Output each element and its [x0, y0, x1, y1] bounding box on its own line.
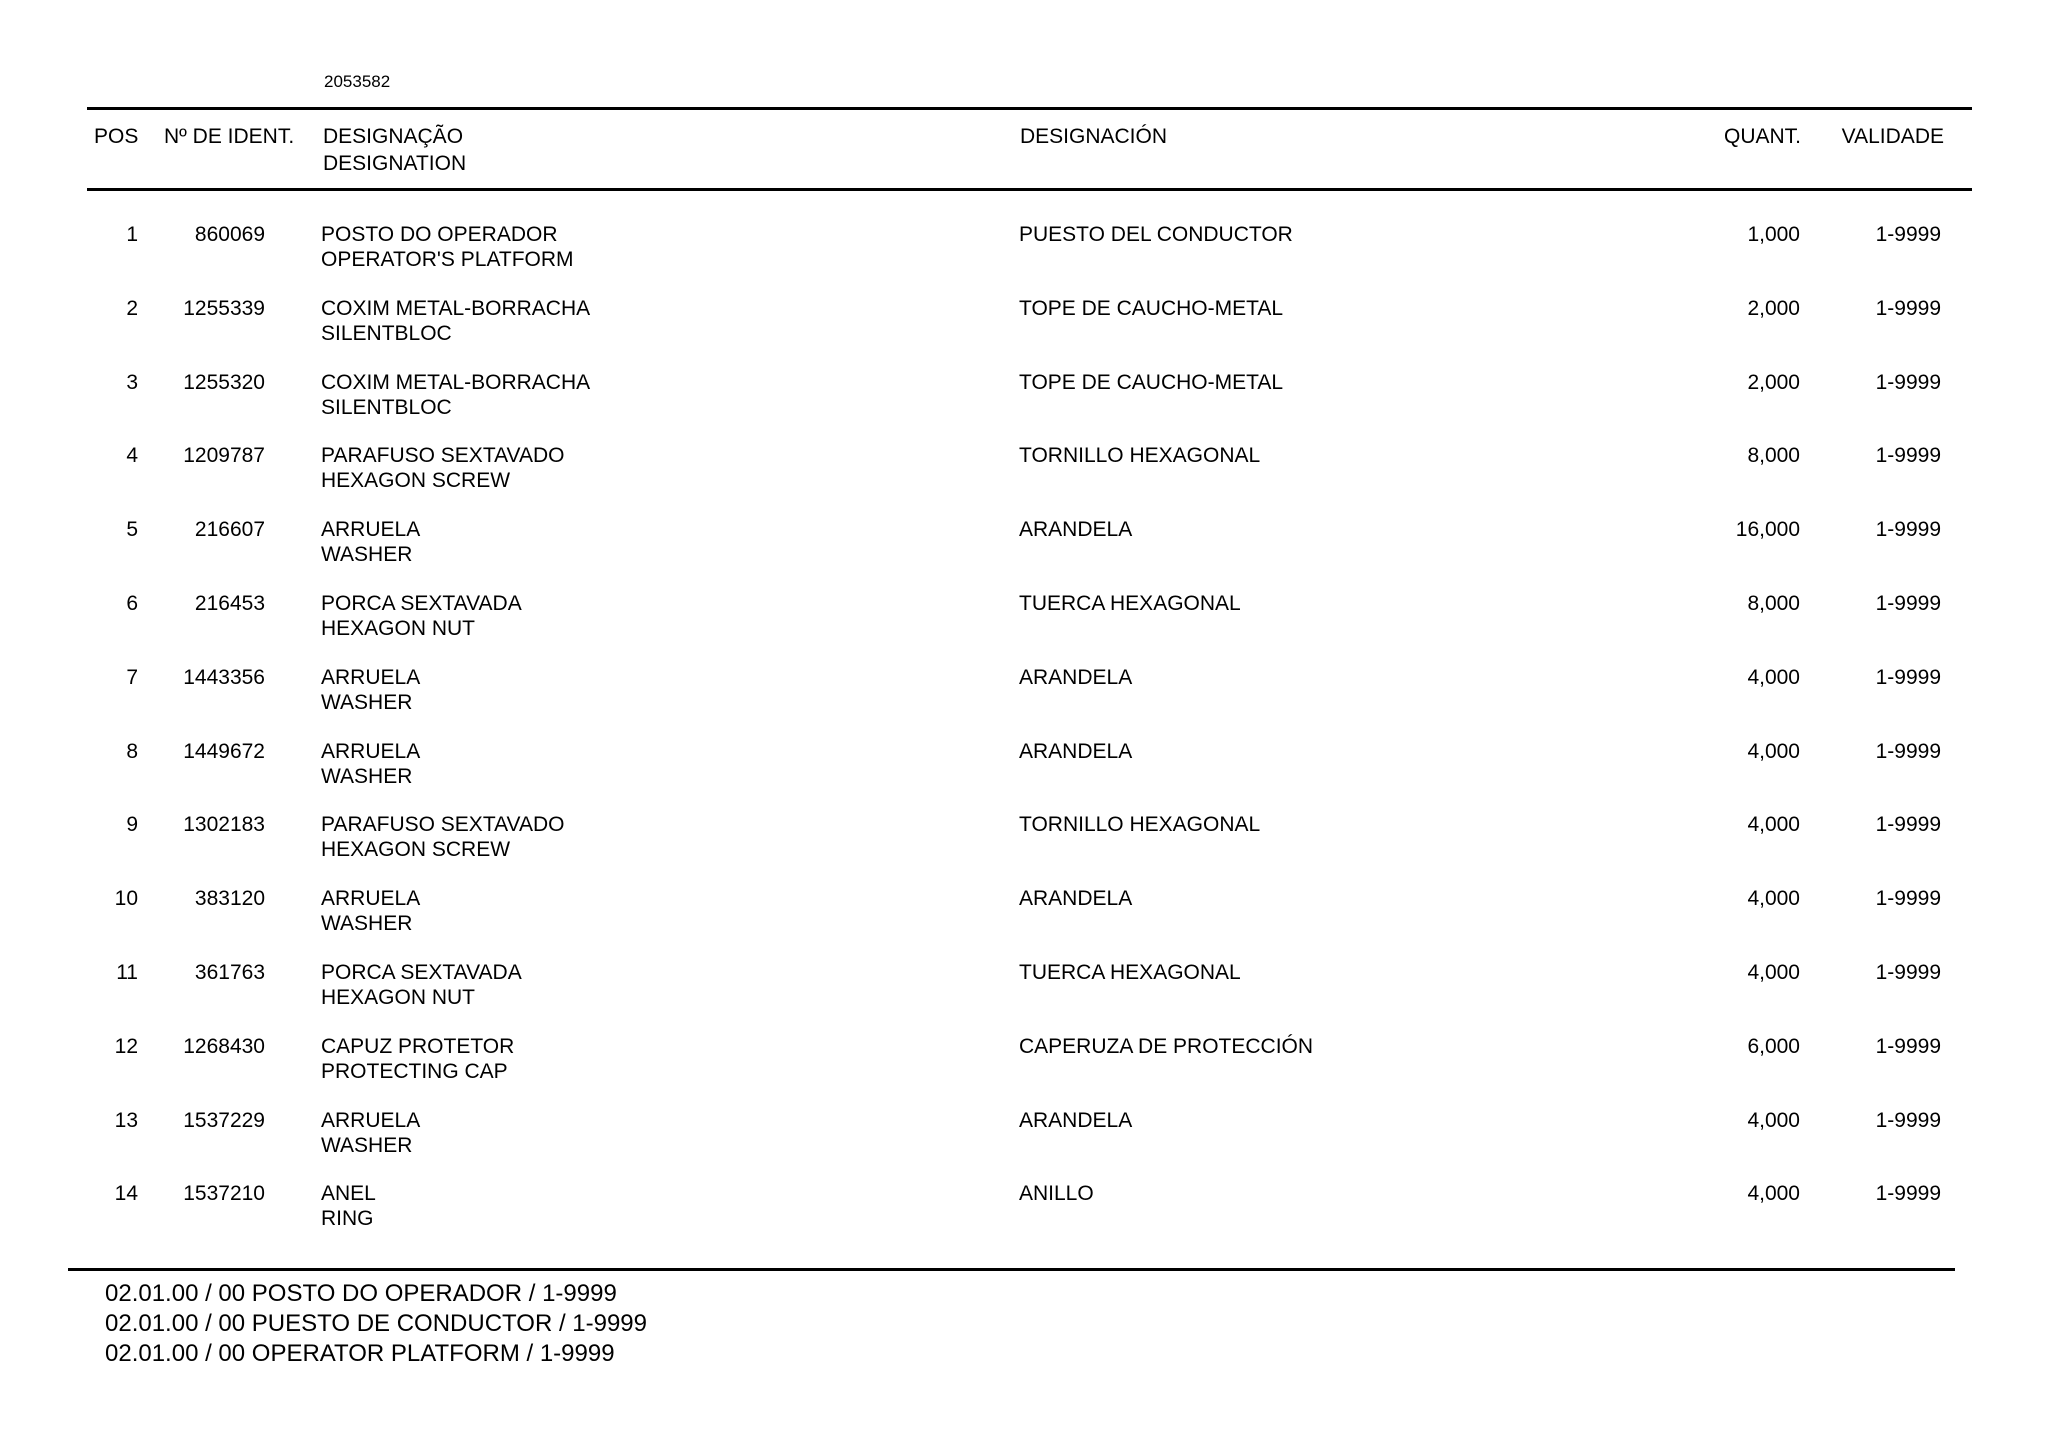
row-pos: 11: [116, 960, 138, 984]
header-divider: [87, 188, 1972, 191]
row-ident-number: 383120: [194, 887, 265, 911]
row-designation-pt: ANEL: [321, 1182, 376, 1206]
row-quantity: 4,000: [1747, 665, 1800, 689]
row-designacion: ANILLO: [1019, 1182, 1094, 1206]
row-ident-number: 216607: [194, 518, 265, 542]
table-row: [0, 665, 2048, 739]
row-designation: [321, 739, 420, 789]
row-ident-number: 1255339: [183, 296, 265, 320]
row-designation: [321, 591, 522, 641]
row-quantity: 1,000: [1747, 223, 1800, 246]
table-row: [0, 443, 2048, 517]
row-designation: [321, 960, 522, 1010]
row-validity: 1-9999: [1875, 223, 1941, 246]
row-designacion: TUERCA HEXAGONAL: [1019, 591, 1241, 615]
row-pos: 4: [126, 444, 138, 468]
row-quantity: 8,000: [1747, 444, 1800, 468]
row-designacion: ARANDELA: [1019, 665, 1133, 689]
row-validity: 1-9999: [1875, 296, 1941, 320]
row-designation-pt: ARRUELA: [321, 887, 421, 911]
column-header-quant: QUANT.: [1723, 125, 1801, 148]
table-row: [0, 1108, 2048, 1182]
row-designation: [321, 886, 420, 936]
row-designation: [321, 665, 420, 715]
row-ident-number: 1209787: [183, 444, 265, 468]
column-header-validade: VALIDADE: [1841, 125, 1944, 148]
row-ident-number: 361763: [194, 960, 265, 984]
column-header-designation: [323, 123, 466, 177]
row-designation-en: HEXAGON NUT: [321, 985, 476, 1009]
table-row: [0, 739, 2048, 813]
row-designation-pt: PARAFUSO SEXTAVADO: [321, 444, 565, 468]
row-designation: [321, 1034, 514, 1084]
row-validity: 1-9999: [1875, 887, 1941, 911]
parts-table-body: [0, 222, 2048, 1255]
row-designation-pt: COXIM METAL-BORRACHA: [321, 296, 591, 320]
row-designation-en: WASHER: [321, 912, 413, 936]
row-designation: [321, 1108, 420, 1158]
document-number: 2053582: [324, 72, 391, 91]
row-pos: 2: [126, 296, 138, 320]
column-header-pos: POS: [94, 125, 139, 148]
row-validity: 1-9999: [1875, 591, 1941, 615]
row-quantity: 4,000: [1747, 739, 1800, 763]
assembly-reference-es: 02.01.00 / 00 PUESTO DE CONDUCTOR / 1-9999: [105, 1310, 648, 1337]
row-ident-number: 1443356: [183, 665, 265, 689]
row-designation-pt: ARRUELA: [321, 518, 421, 542]
row-designation-pt: POSTO DO OPERADOR: [321, 223, 558, 246]
bottom-divider: [68, 1268, 1955, 1271]
row-designation-pt: ARRUELA: [321, 665, 421, 689]
assembly-reference-en: 02.01.00 / 00 OPERATOR PLATFORM / 1-9999: [105, 1340, 615, 1367]
row-quantity: 4,000: [1747, 1182, 1800, 1206]
row-validity: 1-9999: [1875, 813, 1941, 837]
row-designacion: TOPE DE CAUCHO-METAL: [1019, 296, 1284, 320]
assembly-reference: [105, 1279, 647, 1369]
row-designation-en: HEXAGON SCREW: [321, 838, 511, 862]
row-quantity: 2,000: [1747, 370, 1800, 394]
row-pos: 12: [114, 1034, 138, 1058]
row-designation-en: HEXAGON SCREW: [321, 469, 511, 493]
row-pos: 8: [126, 739, 138, 763]
row-ident-number: 1537229: [183, 1108, 265, 1132]
column-header-designacao: DESIGNAÇÃO: [323, 125, 464, 148]
row-designation-en: WASHER: [321, 690, 413, 714]
row-designacion: ARANDELA: [1019, 518, 1133, 542]
row-designation-en: HEXAGON NUT: [321, 616, 476, 640]
row-designacion: TORNILLO HEXAGONAL: [1019, 813, 1261, 837]
row-designation-pt: PORCA SEXTAVADA: [321, 591, 522, 615]
row-designacion: ARANDELA: [1019, 1108, 1133, 1132]
row-designation: [321, 443, 565, 493]
row-pos: 10: [114, 887, 138, 911]
row-validity: 1-9999: [1875, 444, 1941, 468]
row-validity: 1-9999: [1875, 739, 1941, 763]
row-designation: [321, 517, 420, 567]
row-pos: 13: [114, 1108, 138, 1132]
row-ident-number: 216453: [194, 591, 265, 615]
row-validity: 1-9999: [1875, 665, 1941, 689]
row-quantity: 8,000: [1747, 591, 1800, 615]
table-row: [0, 591, 2048, 665]
row-quantity: 6,000: [1747, 1034, 1800, 1058]
row-ident-number: 1255320: [183, 370, 265, 394]
column-header-ident: Nº DE IDENT.: [164, 125, 295, 148]
row-designation: [321, 812, 565, 862]
row-designation-en: PROTECTING CAP: [321, 1059, 508, 1083]
row-quantity: 16,000: [1735, 518, 1800, 542]
row-designation-en: WASHER: [321, 764, 413, 788]
row-ident-number: 1268430: [183, 1034, 265, 1058]
table-row: [0, 296, 2048, 370]
table-row: [0, 812, 2048, 886]
row-pos: 14: [114, 1182, 138, 1206]
row-designacion: CAPERUZA DE PROTECCIÓN: [1019, 1034, 1314, 1058]
table-row: [0, 222, 2048, 296]
assembly-reference-pt: 02.01.00 / 00 POSTO DO OPERADOR / 1-9999: [105, 1280, 617, 1307]
row-designation-pt: COXIM METAL-BORRACHA: [321, 370, 591, 394]
row-validity: 1-9999: [1875, 960, 1941, 984]
row-validity: 1-9999: [1875, 518, 1941, 542]
table-row: [0, 517, 2048, 591]
row-pos: 1: [126, 223, 138, 246]
row-validity: 1-9999: [1875, 370, 1941, 394]
row-designation: [321, 222, 574, 272]
table-row: [0, 1034, 2048, 1108]
row-pos: 5: [126, 518, 138, 542]
row-quantity: 4,000: [1747, 887, 1800, 911]
row-designation: [321, 370, 590, 420]
row-ident-number: 1302183: [183, 813, 265, 837]
row-quantity: 2,000: [1747, 296, 1800, 320]
row-designation-en: SILENTBLOC: [321, 321, 452, 345]
row-designation-en: WASHER: [321, 543, 413, 567]
row-quantity: 4,000: [1747, 813, 1800, 837]
row-designacion: TORNILLO HEXAGONAL: [1019, 444, 1261, 468]
row-designation-pt: PORCA SEXTAVADA: [321, 960, 522, 984]
row-designation-en: SILENTBLOC: [321, 395, 452, 419]
row-ident-number: 1449672: [183, 739, 265, 763]
row-designation-en: RING: [321, 1207, 374, 1231]
row-validity: 1-9999: [1875, 1108, 1941, 1132]
row-quantity: 4,000: [1747, 1108, 1800, 1132]
row-designation-pt: ARRUELA: [321, 1108, 421, 1132]
row-designation: [321, 1181, 376, 1231]
row-designation-en: WASHER: [321, 1133, 413, 1157]
row-validity: 1-9999: [1875, 1182, 1941, 1206]
table-row: [0, 1181, 2048, 1255]
column-header-designacion: DESIGNACIÓN: [1020, 125, 1168, 148]
row-designation: [321, 296, 590, 346]
row-pos: 3: [126, 370, 138, 394]
row-pos: 9: [126, 813, 138, 837]
row-designation-pt: CAPUZ PROTETOR: [321, 1034, 515, 1058]
row-validity: 1-9999: [1875, 1034, 1941, 1058]
row-ident-number: 860069: [194, 223, 265, 246]
row-pos: 7: [126, 665, 138, 689]
row-ident-number: 1537210: [183, 1182, 265, 1206]
table-row: [0, 370, 2048, 444]
top-divider: [87, 107, 1972, 110]
table-row: [0, 886, 2048, 960]
row-pos: 6: [126, 591, 138, 615]
column-header-designation-en: DESIGNATION: [323, 152, 467, 175]
row-designacion: ARANDELA: [1019, 887, 1133, 911]
row-designation-pt: PARAFUSO SEXTAVADO: [321, 813, 565, 837]
row-designation-en: OPERATOR'S PLATFORM: [321, 248, 574, 271]
row-designation-pt: ARRUELA: [321, 739, 421, 763]
row-designacion: ARANDELA: [1019, 739, 1133, 763]
row-quantity: 4,000: [1747, 960, 1800, 984]
table-row: [0, 960, 2048, 1034]
row-designacion: TUERCA HEXAGONAL: [1019, 960, 1241, 984]
row-designacion: PUESTO DEL CONDUCTOR: [1019, 223, 1293, 246]
row-designacion: TOPE DE CAUCHO-METAL: [1019, 370, 1284, 394]
